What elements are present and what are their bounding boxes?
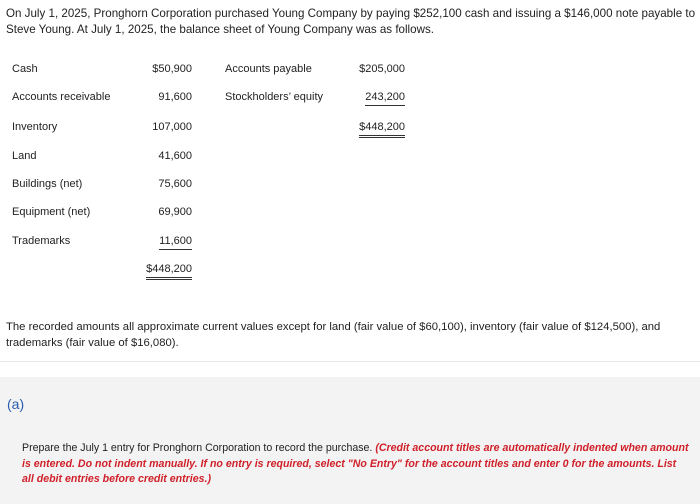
part-a-instruction xyxy=(22,441,690,488)
section-divider xyxy=(0,361,700,362)
asset-amount-accounts-receivable: 91,600 xyxy=(158,91,192,103)
liabilities-equity-total: $448,200 xyxy=(359,120,405,138)
asset-label-buildings: Buildings (net) xyxy=(12,178,83,190)
liability-amount-accounts-payable: $205,000 xyxy=(359,63,405,75)
asset-label-trademarks: Trademarks xyxy=(12,235,71,247)
liability-label-accounts-payable: Accounts payable xyxy=(225,63,312,75)
asset-label-inventory: Inventory xyxy=(12,121,58,133)
asset-amount-cash: $50,900 xyxy=(152,63,192,75)
asset-label-land: Land xyxy=(12,150,37,162)
asset-label-accounts-receivable: Accounts receivable xyxy=(12,91,111,103)
asset-amount-inventory: 107,000 xyxy=(152,121,192,133)
instruction-note: (Credit account titles are automatically indented when amount is entered. Do not indent manually. If no entry is required, select "No Entry" for the account titles and enter 0 for the amounts. List all debit entries before credit entries.) xyxy=(22,442,689,485)
asset-amount-land: 41,600 xyxy=(158,150,192,162)
asset-amount-equipment: 69,900 xyxy=(158,206,192,218)
asset-amount-trademarks: 11,600 xyxy=(159,234,192,250)
asset-label-cash: Cash xyxy=(12,63,38,75)
asset-label-equipment: Equipment (net) xyxy=(12,206,91,218)
problem-intro: On July 1, 2025, Pronghorn Corporation purchased Young Company by paying $252,100 cash and issuing a $146,000 note payable to Steve Young. At July 1, 2025, the balance sheet of Young Company was as follows. xyxy=(6,7,696,36)
asset-amount-buildings: 75,600 xyxy=(158,178,192,190)
fair-value-note: The recorded amounts all approximate current values except for land (fair value of $60,100), inventory (fair value of $124,500), and trademarks (fair value of $16,080). xyxy=(6,321,661,349)
instruction-text: Prepare the July 1 entry for Pronghorn Corporation to record the purchase. xyxy=(22,442,373,454)
equity-amount-stockholders-equity: 243,200 xyxy=(365,90,405,106)
assets-total: $448,200 xyxy=(146,262,192,280)
equity-label-stockholders-equity: Stockholders’ equity xyxy=(225,91,324,103)
part-a-label: (a) xyxy=(7,396,25,412)
